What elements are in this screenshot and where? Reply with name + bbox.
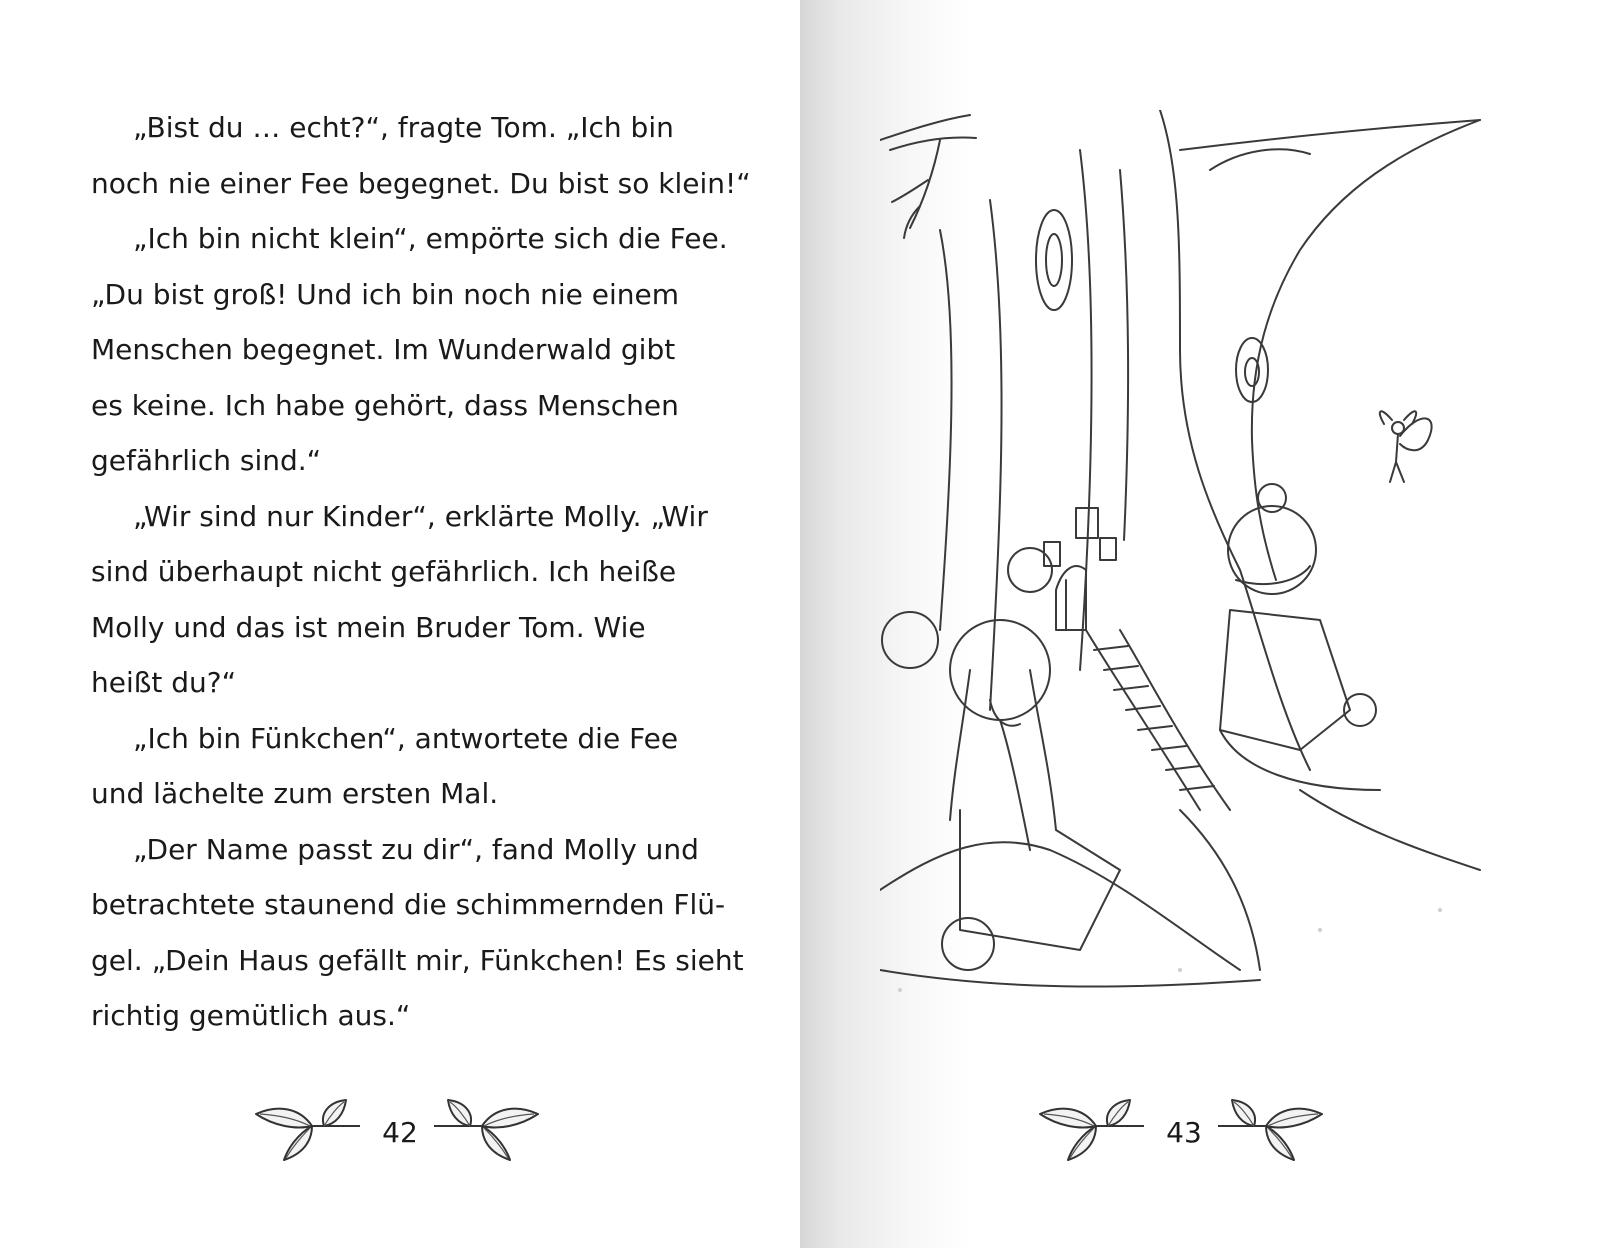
text-line: „Du bist groß! Und ich bin noch nie einem [91, 277, 680, 311]
page-number-footer-right [1034, 1088, 1334, 1168]
leaf-ornament-left-icon [1034, 1096, 1146, 1162]
leaf-ornament-right-icon [1216, 1096, 1328, 1162]
text-line: gel. „Dein Haus gefällt mir, Fünkchen! Es sieht [91, 943, 744, 977]
text-line: es keine. Ich habe gehört, dass Menschen [91, 388, 679, 422]
text-line: noch nie einer Fee begegnet. Du bist so klein!“ [91, 166, 751, 200]
text-line: „Bist du … echt?“, fragte Tom. „Ich bin [133, 111, 674, 144]
text-line: Molly und das ist mein Bruder Tom. Wie [91, 610, 646, 644]
text-line: Menschen begegnet. Im Wunderwald gibt [91, 333, 676, 366]
body-text [91, 100, 751, 1044]
text-line: und lächelte zum ersten Mal. [91, 777, 499, 810]
right-page [800, 0, 1600, 1248]
text-line: betrachtete staunend die schimmernden Flü- [91, 888, 726, 921]
leaf-ornament-right-icon [432, 1096, 544, 1162]
forest-illustration [880, 110, 1520, 1030]
text-line: gefährlich sind.“ [91, 444, 322, 477]
text-line: „Ich bin nicht klein“, empörte sich die Fee. [133, 222, 728, 255]
page-number: 43 [1166, 1116, 1202, 1149]
text-line: heißt du?“ [91, 666, 237, 699]
text-line: „Wir sind nur Kinder“, erklärte Molly. „Wir [133, 499, 708, 533]
page-number-footer-left [250, 1088, 550, 1168]
page-number: 42 [382, 1116, 418, 1149]
text-line: richtig gemütlich aus.“ [91, 999, 411, 1032]
text-line: „Ich bin Fünkchen“, antwortete die Fee [133, 721, 679, 755]
text-line: sind überhaupt nicht gefährlich. Ich heiße [91, 555, 677, 588]
leaf-ornament-left-icon [250, 1096, 362, 1162]
text-line: „Der Name passt zu dir“, fand Molly und [133, 832, 699, 866]
